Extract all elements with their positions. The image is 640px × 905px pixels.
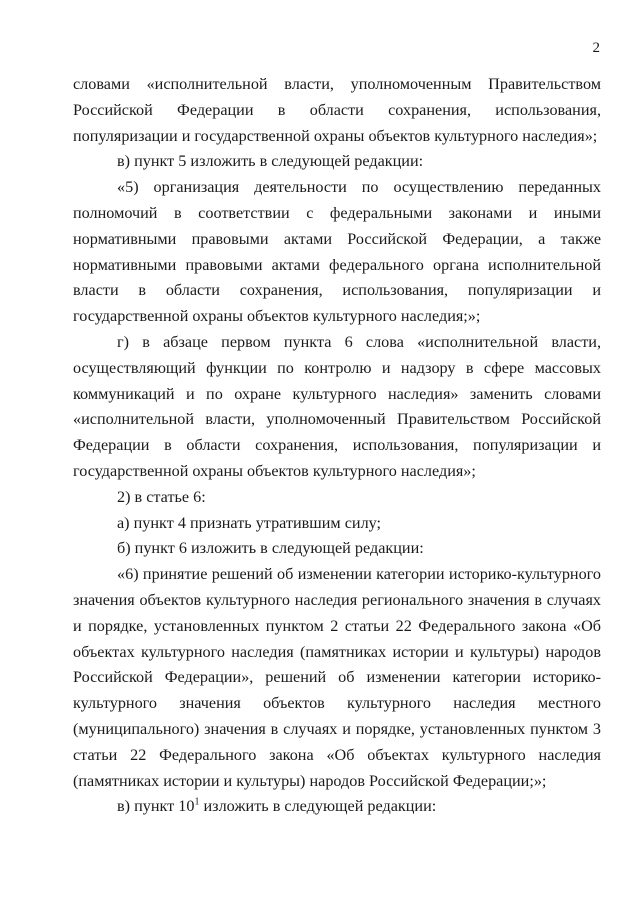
paragraph-9-start: в) пункт 10 [117, 797, 195, 816]
paragraph-2: в) пункт 5 изложить в следующей редакции: [117, 152, 424, 171]
paragraph-9 [73, 794, 601, 820]
paragraph-4: г) в абзаце первом пункта 6 слова «исполнительной власти, осуществляющий функции по контролю и надзору в сфере массовых коммуникаций и по охране культурного наследия» заменить словами «исполнительной власти, уполномоченный Правительством Российской Федерации в области сохранения, использования, популяризации и государственной охраны объектов культурного наследия»; [73, 332, 601, 480]
superscript: 1 [194, 796, 200, 808]
page-number: 2 [592, 40, 600, 56]
paragraph-5: 2) в статье 6: [117, 487, 206, 506]
paragraph-1: словами «исполнительной власти, уполномоченным Правительством Российской Федерации в области сохранения, использования, популяризации и государственной охраны объектов культурного наследия»; [73, 75, 601, 145]
paragraph-9-end: изложить в следующей редакции: [199, 797, 437, 816]
paragraph-7: б) пункт 6 изложить в следующей редакции: [117, 539, 424, 558]
paragraph-8: «6) принятие решений об изменении категории историко-культурного значения объектов культурного наследия регионального значения в случаях и порядке, установленных пунктом 2 статьи 22 Федерального закона «Об объектах культурного наследия (памятниках истории и культуры) народов Российской Федерации», решений об изменении категории историко-культурного значения объектов культурного наследия местного (муниципального) значения в случаях и порядке, установленных пунктом 3 статьи 22 Федерального закона «Об объектах культурного наследия (памятниках истории и культуры) народов Российской Федерации;»; [73, 565, 601, 790]
paragraph-6: а) пункт 4 признать утратившим силу; [117, 513, 382, 532]
paragraph-3: «5) организация деятельности по осуществлению переданных полномочий в соответствии с федеральными законами и иными нормативными правовыми актами Российской Федерации, а также нормативными правовыми актами федерального органа исполнительной власти в области сохранения, использования, популяризации и государственной охраны объектов культурного наследия;»; [73, 178, 601, 326]
document-body [73, 72, 601, 820]
